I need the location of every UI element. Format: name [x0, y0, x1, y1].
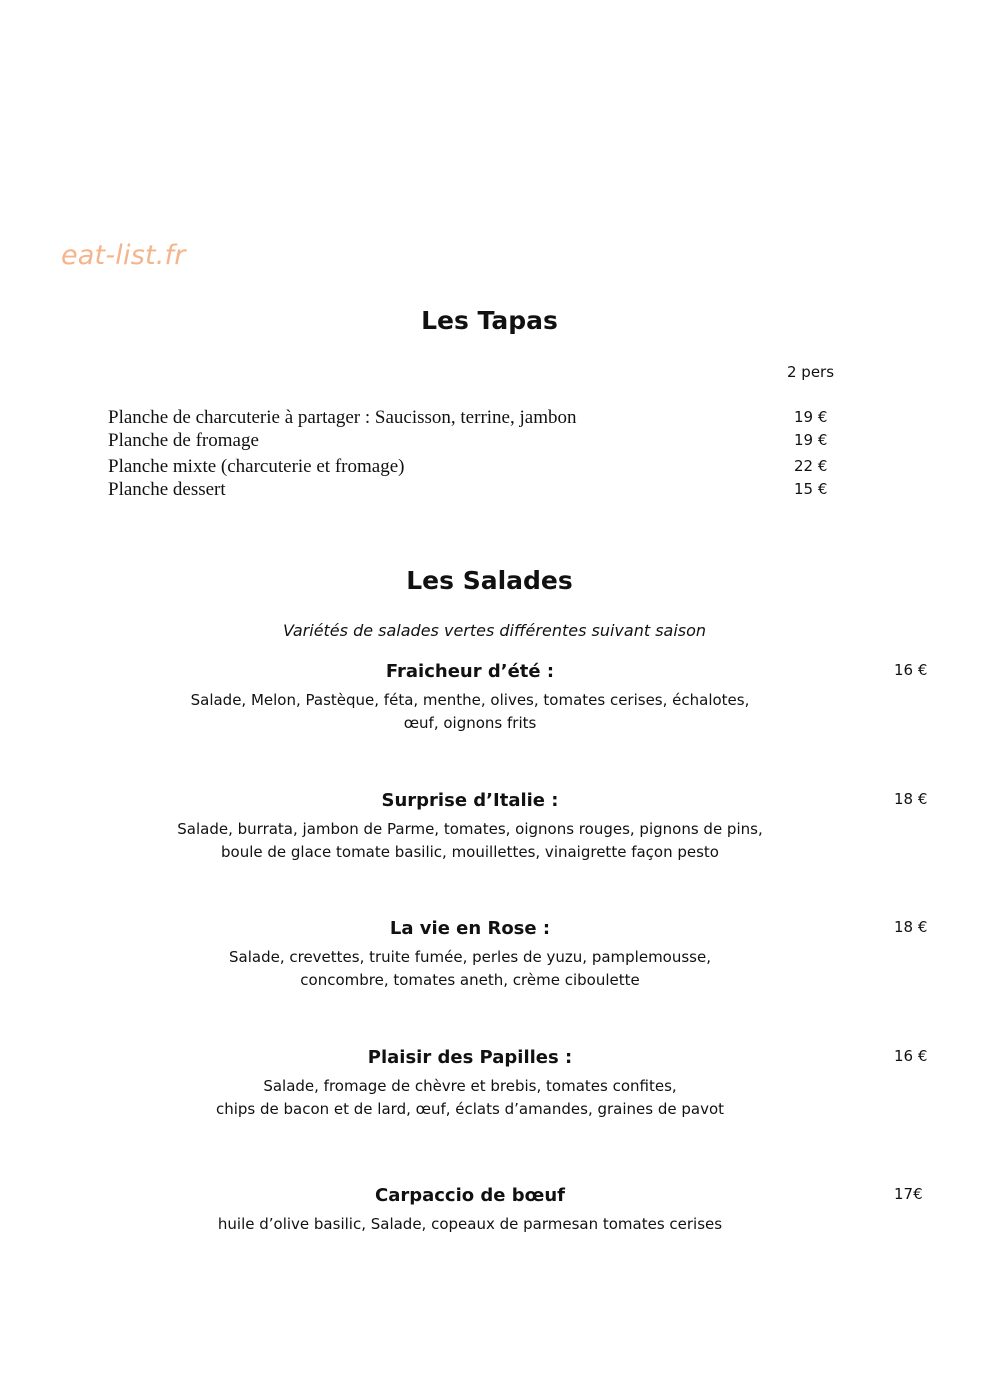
- salad-name: Surprise d’Italie :: [381, 790, 559, 811]
- salad-name: Fraicheur d’été :: [385, 661, 555, 682]
- tapas-item-price: 15 €: [794, 480, 828, 498]
- tapas-column-label: 2 pers: [787, 363, 835, 381]
- salad-price: 16 €: [894, 661, 928, 679]
- tapas-item-price: 19 €: [794, 431, 828, 449]
- salad-description: [0, 1075, 940, 1121]
- salad-description-line: Salade, crevettes, truite fumée, perles de yuzu, pamplemousse,: [229, 948, 711, 966]
- tapas-item-price: 22 €: [794, 457, 828, 475]
- tapas-item: [108, 456, 848, 480]
- salad-description: [0, 818, 940, 864]
- salad-description-line: Salade, fromage de chèvre et brebis, tomates confites,: [263, 1077, 677, 1095]
- salad-description-line: chips de bacon et de lard, œuf, éclats d’amandes, graines de pavot: [215, 1100, 725, 1118]
- tapas-item-name: Planche dessert: [108, 479, 226, 500]
- salad-description-line: boule de glace tomate basilic, mouillettes, vinaigrette façon pesto: [221, 843, 719, 861]
- salad-description-line: huile d’olive basilic, Salade, copeaux de parmesan tomates cerises: [217, 1215, 723, 1233]
- tapas-item-name: Planche mixte (charcuterie et fromage): [108, 456, 405, 477]
- salad-description-line: Salade, burrata, jambon de Parme, tomates, oignons rouges, pignons de pins,: [177, 820, 763, 838]
- salad-price: 18 €: [894, 790, 928, 808]
- salad-name: La vie en Rose :: [389, 918, 551, 939]
- salades-section-title: Les Salades: [406, 566, 573, 595]
- salades-subtitle: Variétés de salades vertes différentes suivant saison: [282, 621, 707, 640]
- salad-description: [0, 946, 940, 992]
- salad-description-line: œuf, oignons frits: [403, 714, 537, 732]
- tapas-item-price: 19 €: [794, 408, 828, 426]
- tapas-item-name: Planche de charcuterie à partager : Saucisson, terrine, jambon: [108, 407, 577, 428]
- salad-description: [0, 689, 940, 735]
- salad-price: 17€: [894, 1185, 923, 1203]
- tapas-section-title: Les Tapas: [421, 306, 558, 335]
- tapas-item: [108, 479, 848, 503]
- salad-description-line: Salade, Melon, Pastèque, féta, menthe, olives, tomates cerises, échalotes,: [190, 691, 750, 709]
- salad-price: 16 €: [894, 1047, 928, 1065]
- tapas-item: [108, 407, 848, 431]
- salad-name: Carpaccio de bœuf: [375, 1185, 565, 1206]
- salad-price: 18 €: [894, 918, 928, 936]
- salad-description: [0, 1213, 940, 1236]
- salad-description-line: concombre, tomates aneth, crème ciboulette: [300, 971, 640, 989]
- tapas-item-name: Planche de fromage: [108, 430, 259, 451]
- tapas-item: [108, 430, 848, 454]
- salad-name: Plaisir des Papilles :: [367, 1047, 573, 1068]
- watermark: eat-list.fr: [61, 240, 186, 271]
